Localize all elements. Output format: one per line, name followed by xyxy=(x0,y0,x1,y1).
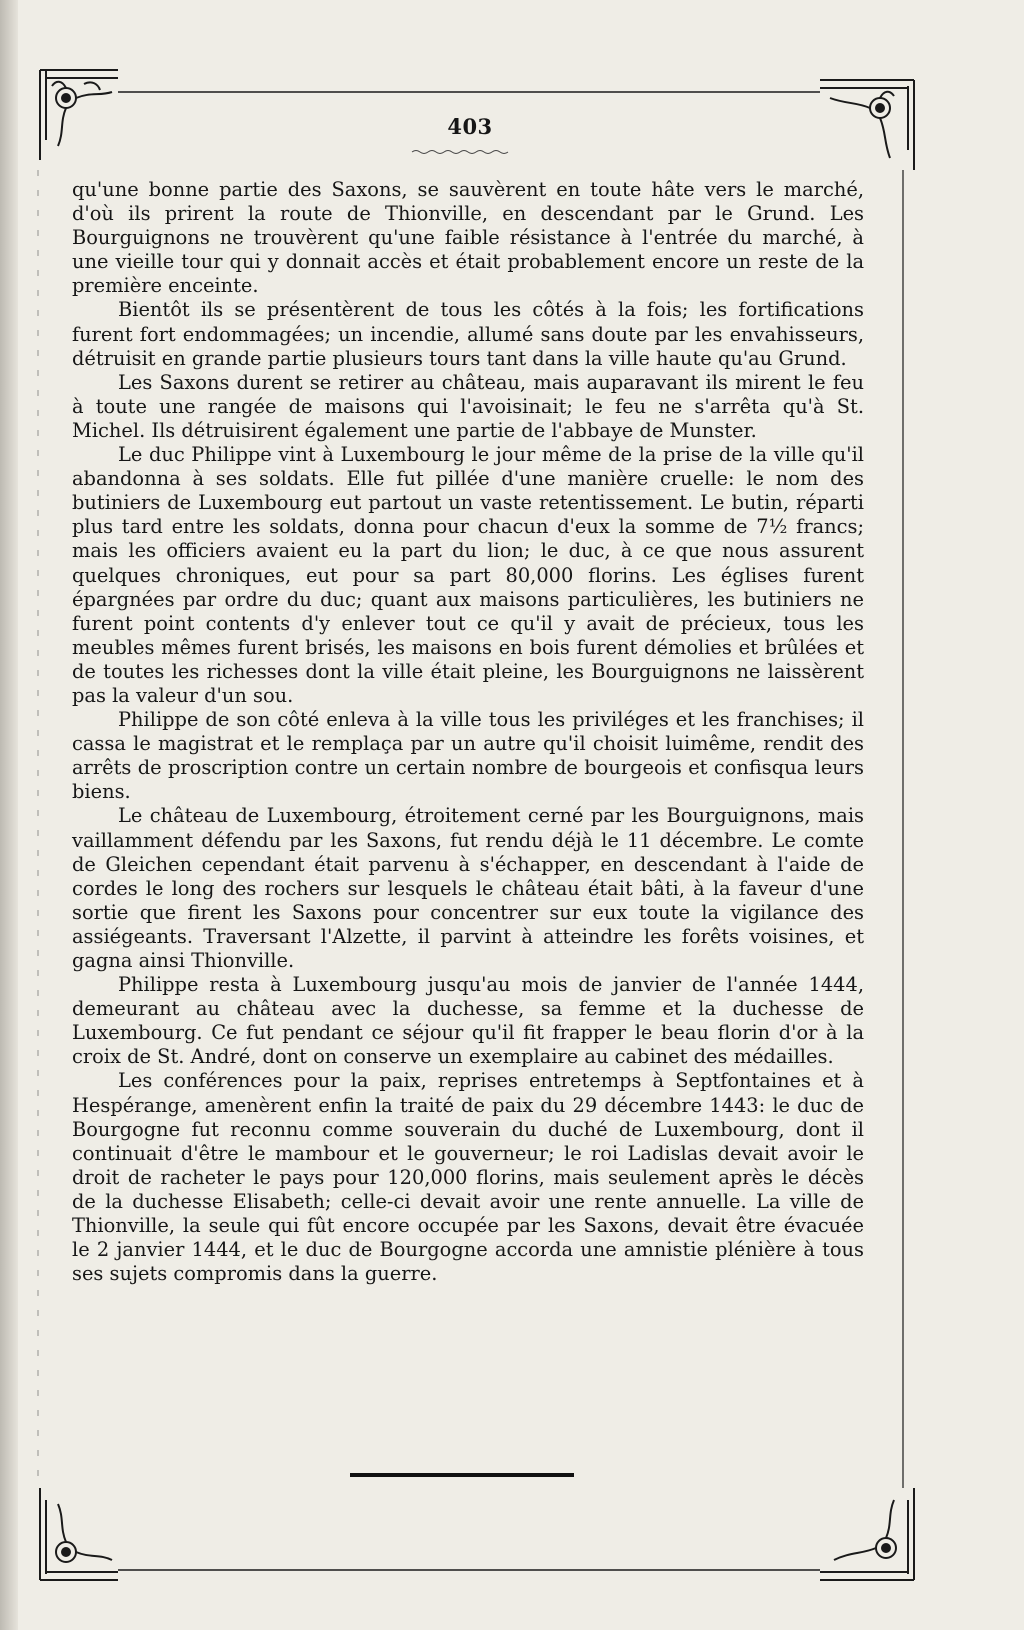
paragraph: Bientôt ils se présentèrent de tous les côtés à la fois; les fortifications furent fort endommagées; un incendie, allumé sans doute par les envahisseurs, détruisit en grande partie plusieurs tours tant dans la ville haute qu'au Grund. xyxy=(72,298,864,370)
body-text xyxy=(72,178,864,1286)
paragraph: qu'une bonne partie des Saxons, se sauvèrent en toute hâte vers le marché, d'où ils prirent la route de Thionville, en descendant par le Grund. Les Bourguignons ne trouvèrent qu'une faible résistance à l'entrée du marché, à une vieille tour qui y donnait accès et était probablement encore un reste de la première enceinte. xyxy=(72,178,864,298)
page-number: 403 xyxy=(447,114,493,139)
paragraph: Le duc Philippe vint à Luxembourg le jour même de la prise de la ville qu'il abandonna à ses soldats. Elle fut pillée d'une manière cruelle: le nom des butiniers de Luxembourg eut partout un vaste retentissement. Le butin, réparti plus tard entre les soldats, donna pour chacun d'eux la somme de 7½ francs; mais les officiers avaient eu la part du lion; le duc, à ce que nous assurent quelques chroniques, eut pour sa part 80,000 florins. Les églises furent épargnées par ordre du duc; quant aux maisons particulières, les butiniers ne furent point contents d'y enlever tout ce qu'il y avait de précieux, tous les meubles mêmes furent brisés, les maisons en bois furent démolies et brûlées et de toutes les richesses dont la ville était pleine, les Bourguignons ne laissèrent pas la valeur d'un sou. xyxy=(72,443,864,707)
paragraph: Philippe de son côté enleva à la ville tous les priviléges et les franchises; il cassa le magistrat et le remplaça par un autre qu'il choisit luimême, rendit des arrêts de proscription contre un certain nombre de bourgeois et confisqua leurs biens. xyxy=(72,708,864,804)
paragraph: Philippe resta à Luxembourg jusqu'au mois de janvier de l'année 1444, demeurant au château avec la duchesse, sa femme et la duchesse de Luxembourg. Ce fut pendant ce séjour qu'il fit frapper le beau florin d'or à la croix de St. André, dont on conserve un exemplaire au cabinet des médailles. xyxy=(72,973,864,1069)
scroll-ornament-icon xyxy=(820,1488,914,1580)
scroll-ornament-icon xyxy=(40,1488,118,1580)
paragraph: Le château de Luxembourg, étroitement cerné par les Bourguignons, mais vaillamment défendu par les Saxons, fut rendu déjà le 11 décembre. Le comte de Gleichen cependant était parvenu à s'échapper, en descendant à l'aide de cordes le long des rochers sur lesquels le château était bâti, à la faveur d'une sortie que firent les Saxons pour concentrer sur eux toute la vigilance des assiégeants. Traversant l'Alzette, il parvint à atteindre les forêts voisines, et gagna ainsi Thionville. xyxy=(72,804,864,972)
scroll-ornament-icon xyxy=(40,70,118,160)
paragraph: Les Saxons durent se retirer au château, mais auparavant ils mirent le feu à toute une rangée de maisons qui l'avoisinait; le feu ne s'arrêta qu'à St. Michel. Ils détruisirent également une partie de l'abbaye de Munster. xyxy=(72,370,864,442)
scroll-ornament-icon xyxy=(820,80,914,170)
section-end-rule xyxy=(350,1473,574,1477)
page-number-flourish xyxy=(412,151,508,154)
paragraph: Les conférences pour la paix, reprises entretemps à Septfontaines et à Hespérange, amenèrent enfin la traité de paix du 29 décembre 1443: le duc de Bourgogne fut reconnu comme souverain du duché de Luxembourg, dont il continuait d'être le mambour et le gouverneur; le roi Ladislas devait avoir le droit de racheter le pays pour 120,000 florins, mais seulement après le décès de la duchesse Elisabeth; celle-ci devait avoir une rente annuelle. La ville de Thionville, la seule qui fût encore occupée par les Saxons, devait être évacuée le 2 janvier 1444, et le duc de Bourgogne accorda une amnistie plénière à tous ses sujets compromis dans la guerre. xyxy=(72,1069,864,1286)
